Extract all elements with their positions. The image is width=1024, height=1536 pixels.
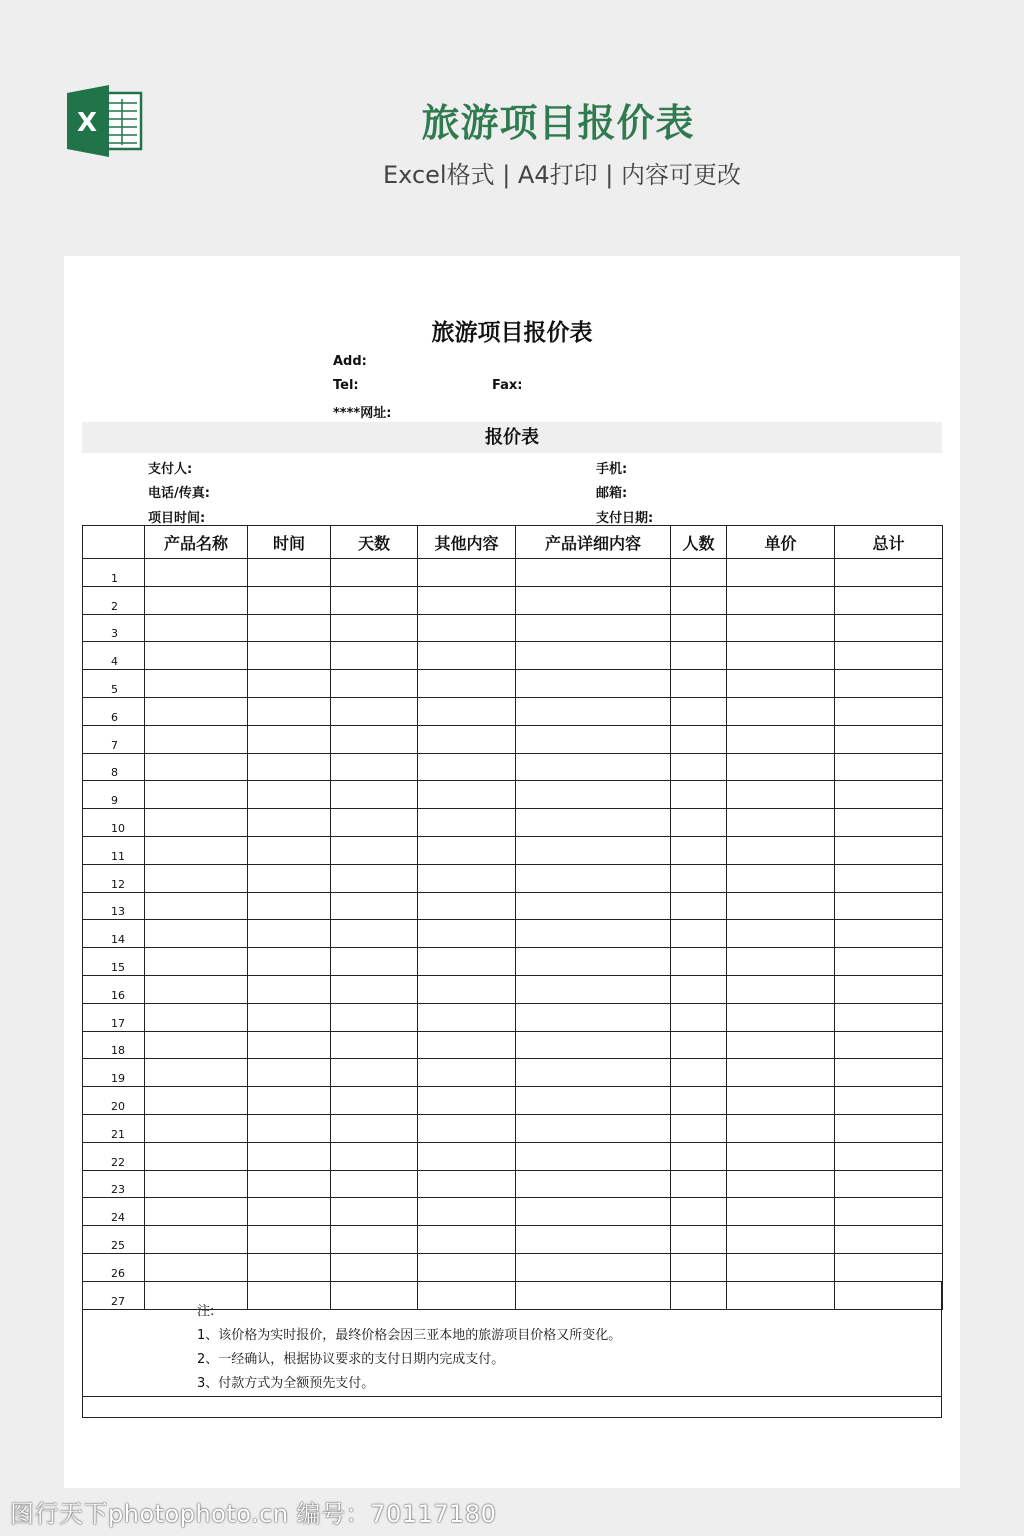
table-cell[interactable] [418,1198,516,1226]
banner-subtitle: Excel格式 | A4打印 | 内容可更改 [383,161,741,189]
table-cell[interactable] [331,1031,418,1059]
table-cell[interactable] [145,864,248,892]
table-cell[interactable] [248,1170,331,1198]
table-cell[interactable] [418,920,516,948]
table-cell[interactable] [835,1170,943,1198]
table-cell[interactable] [835,1031,943,1059]
table-cell[interactable] [516,781,671,809]
table-row [83,892,943,920]
table-row [83,836,943,864]
table-cell[interactable] [671,1226,727,1254]
table-cell[interactable] [331,1198,418,1226]
row-number: 18 [83,1031,145,1059]
table-cell[interactable] [835,920,943,948]
table-cell[interactable] [418,753,516,781]
payment-date-label: 支付日期: [596,511,654,526]
table-cell[interactable] [671,642,727,670]
table-cell[interactable] [145,920,248,948]
table-cell[interactable] [145,614,248,642]
table-row [83,1114,943,1142]
table-cell[interactable] [418,1087,516,1115]
table-cell[interactable] [248,614,331,642]
table-row [83,1170,943,1198]
row-number: 7 [83,725,145,753]
table-cell[interactable] [516,1226,671,1254]
table-cell[interactable] [835,1198,943,1226]
table-row [83,1253,943,1281]
table-cell[interactable] [516,864,671,892]
table-cell[interactable] [248,892,331,920]
table-cell[interactable] [671,1031,727,1059]
tel-label: Tel: [333,378,359,393]
table-cell[interactable] [727,1114,835,1142]
table-cell[interactable] [671,1253,727,1281]
row-number: 3 [83,614,145,642]
table-cell[interactable] [727,836,835,864]
table-cell[interactable] [516,1142,671,1170]
table-cell[interactable] [331,1003,418,1031]
email-label: 邮箱: [596,486,628,501]
table-cell[interactable] [727,670,835,698]
watermark: 图行天下photophoto.cn 编号：70117180 [10,1500,497,1528]
table-row [83,975,943,1003]
excel-logo-letter: X [76,108,98,138]
table-cell[interactable] [671,1087,727,1115]
table-cell[interactable] [331,1114,418,1142]
table-body [83,559,943,1310]
table-cell[interactable] [331,670,418,698]
table-cell[interactable] [248,1226,331,1254]
table-cell[interactable] [145,586,248,614]
table-cell[interactable] [145,670,248,698]
table-cell[interactable] [516,1087,671,1115]
row-number: 23 [83,1170,145,1198]
table-cell[interactable] [671,1059,727,1087]
note-item: 2、一经确认，根据协议要求的支付日期内完成支付。 [197,1352,505,1367]
table-cell[interactable] [727,1226,835,1254]
table-cell[interactable] [835,836,943,864]
table-cell[interactable] [248,725,331,753]
table-cell[interactable] [727,920,835,948]
table-cell[interactable] [248,1087,331,1115]
table-row [83,725,943,753]
column-header: 单价 [727,526,835,559]
row-number: 11 [83,836,145,864]
table-cell[interactable] [835,809,943,837]
table-cell[interactable] [671,1198,727,1226]
table-row [83,809,943,837]
table-cell[interactable] [418,642,516,670]
table-cell[interactable] [727,1170,835,1198]
column-header [83,526,145,559]
table-row [83,1003,943,1031]
website-label: ****网址: [333,406,392,421]
row-number: 25 [83,1226,145,1254]
table-cell[interactable] [418,892,516,920]
table-cell[interactable] [145,642,248,670]
table-cell[interactable] [331,864,418,892]
table-cell[interactable] [145,1198,248,1226]
table-cell[interactable] [418,725,516,753]
table-row [83,614,943,642]
table-cell[interactable] [248,1031,331,1059]
table-cell[interactable] [727,642,835,670]
row-number: 26 [83,1253,145,1281]
notes-title: 注: [197,1304,215,1319]
table-cell[interactable] [331,614,418,642]
table-cell[interactable] [248,1198,331,1226]
table-cell[interactable] [248,670,331,698]
table-cell[interactable] [835,1226,943,1254]
table-cell[interactable] [835,670,943,698]
row-number: 21 [83,1114,145,1142]
table-cell[interactable] [418,781,516,809]
table-cell[interactable] [248,559,331,587]
table-cell[interactable] [516,920,671,948]
row-number: 10 [83,809,145,837]
table-cell[interactable] [671,864,727,892]
table-cell[interactable] [727,697,835,725]
project-time-label: 项目时间: [148,511,206,526]
row-number: 6 [83,697,145,725]
table-row [83,1142,943,1170]
column-header: 天数 [331,526,418,559]
table-cell[interactable] [727,1087,835,1115]
table-cell[interactable] [418,1226,516,1254]
table-cell[interactable] [145,725,248,753]
row-number: 2 [83,586,145,614]
row-number: 15 [83,948,145,976]
table-row [83,753,943,781]
table-cell[interactable] [727,753,835,781]
column-header: 时间 [248,526,331,559]
table-cell[interactable] [516,809,671,837]
table-cell[interactable] [516,725,671,753]
table-cell[interactable] [835,975,943,1003]
table-cell[interactable] [516,948,671,976]
table-row [83,1226,943,1254]
table-cell[interactable] [671,697,727,725]
table-cell[interactable] [145,753,248,781]
table-cell[interactable] [248,753,331,781]
table-cell[interactable] [516,642,671,670]
table-header-row [83,526,943,559]
table-cell[interactable] [145,559,248,587]
row-number: 16 [83,975,145,1003]
table-cell[interactable] [331,697,418,725]
table-cell[interactable] [331,1170,418,1198]
table-cell[interactable] [516,1003,671,1031]
table-cell[interactable] [671,559,727,587]
table-cell[interactable] [727,809,835,837]
note-item: 3、付款方式为全额预先支付。 [197,1376,375,1391]
table-cell[interactable] [145,697,248,725]
table-cell[interactable] [727,559,835,587]
table-cell[interactable] [516,614,671,642]
fax-label: Fax: [492,378,523,393]
table-cell[interactable] [331,559,418,587]
table-cell[interactable] [835,753,943,781]
table-cell[interactable] [418,809,516,837]
table-cell[interactable] [671,1003,727,1031]
row-number: 1 [83,559,145,587]
table-cell[interactable] [516,1253,671,1281]
table-cell[interactable] [248,586,331,614]
table-cell[interactable] [835,1059,943,1087]
table-row [83,781,943,809]
table-cell[interactable] [671,670,727,698]
table-cell[interactable] [835,614,943,642]
table-row [83,642,943,670]
table-cell[interactable] [248,975,331,1003]
table-cell[interactable] [145,836,248,864]
row-number: 8 [83,753,145,781]
table-cell[interactable] [331,725,418,753]
table-cell[interactable] [516,975,671,1003]
table-cell[interactable] [248,1114,331,1142]
notes-box [82,1282,942,1397]
table-cell[interactable] [727,781,835,809]
column-header: 其他内容 [418,526,516,559]
table-cell[interactable] [331,1253,418,1281]
table-cell[interactable] [727,1003,835,1031]
table-cell[interactable] [418,586,516,614]
row-number: 20 [83,1087,145,1115]
table-cell[interactable] [727,864,835,892]
section-title: 报价表 [82,422,942,453]
table-cell[interactable] [516,753,671,781]
table-cell[interactable] [145,975,248,1003]
table-cell[interactable] [331,781,418,809]
table-cell[interactable] [418,559,516,587]
table-cell[interactable] [516,836,671,864]
table-cell[interactable] [145,1031,248,1059]
column-header: 总计 [835,526,943,559]
table-cell[interactable] [671,809,727,837]
table-cell[interactable] [331,1226,418,1254]
table-cell[interactable] [835,781,943,809]
table-cell[interactable] [727,725,835,753]
table-cell[interactable] [516,1059,671,1087]
table-cell[interactable] [145,1003,248,1031]
table-cell[interactable] [671,1170,727,1198]
table-cell[interactable] [418,1059,516,1087]
table-cell[interactable] [248,1253,331,1281]
table-cell[interactable] [145,1170,248,1198]
row-number: 9 [83,781,145,809]
table-row [83,1031,943,1059]
table-cell[interactable] [835,1253,943,1281]
table-cell[interactable] [418,864,516,892]
table-cell[interactable] [145,1087,248,1115]
table-cell[interactable] [418,1142,516,1170]
table-cell[interactable] [418,1114,516,1142]
table-cell[interactable] [331,1059,418,1087]
table-row [83,670,943,698]
table-cell[interactable] [671,1142,727,1170]
table-cell[interactable] [671,725,727,753]
row-number: 4 [83,642,145,670]
table-cell[interactable] [418,1031,516,1059]
note-item: 1、该价格为实时报价，最终价格会因三亚本地的旅游项目价格又所变化。 [197,1328,622,1343]
table-cell[interactable] [331,642,418,670]
table-cell[interactable] [671,948,727,976]
table-cell[interactable] [516,697,671,725]
table-cell[interactable] [727,948,835,976]
table-row [83,559,943,587]
table-cell[interactable] [727,614,835,642]
table-cell[interactable] [331,920,418,948]
table-cell[interactable] [418,1003,516,1031]
table-cell[interactable] [835,586,943,614]
table-cell[interactable] [418,836,516,864]
table-cell[interactable] [248,809,331,837]
column-header: 人数 [671,526,727,559]
table-cell[interactable] [248,642,331,670]
column-header: 产品名称 [145,526,248,559]
table-cell[interactable] [727,1253,835,1281]
table-cell[interactable] [835,1003,943,1031]
table-cell[interactable] [835,892,943,920]
table-cell[interactable] [418,1170,516,1198]
table-cell[interactable] [331,892,418,920]
table-row [83,697,943,725]
table-cell[interactable] [727,975,835,1003]
table-cell[interactable] [248,781,331,809]
table-cell[interactable] [835,1142,943,1170]
table-cell[interactable] [835,1087,943,1115]
table-cell[interactable] [516,670,671,698]
table-cell[interactable] [145,781,248,809]
table-cell[interactable] [516,559,671,587]
banner-title: 旅游项目报价表 [421,101,695,145]
table-cell[interactable] [727,892,835,920]
table-cell[interactable] [248,1059,331,1087]
add-label: Add: [333,354,367,369]
table-cell[interactable] [248,836,331,864]
table-cell[interactable] [145,1059,248,1087]
table-cell[interactable] [331,753,418,781]
table-cell[interactable] [671,614,727,642]
row-number: 14 [83,920,145,948]
mobile-label: 手机: [596,462,628,477]
table-cell[interactable] [145,1114,248,1142]
table-cell[interactable] [671,836,727,864]
column-header: 产品详细内容 [516,526,671,559]
table-cell[interactable] [145,1253,248,1281]
table-cell[interactable] [671,1114,727,1142]
table-cell[interactable] [248,948,331,976]
table-cell[interactable] [835,1114,943,1142]
table-cell[interactable] [331,1142,418,1170]
table-cell[interactable] [671,586,727,614]
row-number: 12 [83,864,145,892]
table-cell[interactable] [835,559,943,587]
table-row [83,1198,943,1226]
table-cell[interactable] [671,753,727,781]
table-cell[interactable] [331,809,418,837]
table-cell[interactable] [248,1003,331,1031]
row-number: 5 [83,670,145,698]
table-cell[interactable] [835,948,943,976]
payer-label: 支付人: [148,462,193,477]
row-number: 24 [83,1198,145,1226]
document-sheet [64,256,960,1488]
table-row [83,1059,943,1087]
table-cell[interactable] [331,1087,418,1115]
phone-fax-label: 电话/传真: [148,486,210,501]
table-cell[interactable] [516,586,671,614]
table-cell[interactable] [516,892,671,920]
table-cell[interactable] [248,864,331,892]
table-cell[interactable] [727,1031,835,1059]
table-cell[interactable] [418,614,516,642]
table-cell[interactable] [418,1253,516,1281]
document-title: 旅游项目报价表 [431,320,593,346]
row-number: 19 [83,1059,145,1087]
table-cell[interactable] [727,1142,835,1170]
table-row [83,948,943,976]
table-row [83,1087,943,1115]
table-cell[interactable] [835,725,943,753]
table-cell[interactable] [248,1142,331,1170]
table-cell[interactable] [516,1198,671,1226]
table-cell[interactable] [671,781,727,809]
table-cell[interactable] [516,1170,671,1198]
table-cell[interactable] [727,1198,835,1226]
row-number: 17 [83,1003,145,1031]
table-cell[interactable] [671,920,727,948]
table-cell[interactable] [418,975,516,1003]
row-number: 22 [83,1142,145,1170]
table-cell[interactable] [145,948,248,976]
table-cell[interactable] [835,642,943,670]
table-cell[interactable] [331,948,418,976]
table-cell[interactable] [727,1059,835,1087]
quote-table [82,525,943,1310]
table-cell[interactable] [516,1031,671,1059]
table-cell[interactable] [835,697,943,725]
table-cell[interactable] [418,948,516,976]
table-cell[interactable] [418,670,516,698]
row-number: 13 [83,892,145,920]
table-cell[interactable] [145,1142,248,1170]
row-number: 27 [83,1281,145,1309]
table-row [83,920,943,948]
table-cell[interactable] [671,975,727,1003]
table-cell[interactable] [418,697,516,725]
table-cell[interactable] [331,836,418,864]
table-cell[interactable] [145,892,248,920]
table-cell[interactable] [835,864,943,892]
table-row [83,586,943,614]
table-cell[interactable] [671,892,727,920]
table-cell[interactable] [727,586,835,614]
table-cell[interactable] [248,920,331,948]
table-cell[interactable] [516,1114,671,1142]
table-cell[interactable] [145,809,248,837]
table-footer-row [82,1397,942,1418]
table-cell[interactable] [145,1226,248,1254]
table-cell[interactable] [331,586,418,614]
table-row [83,864,943,892]
table-cell[interactable] [331,975,418,1003]
table-cell[interactable] [248,697,331,725]
